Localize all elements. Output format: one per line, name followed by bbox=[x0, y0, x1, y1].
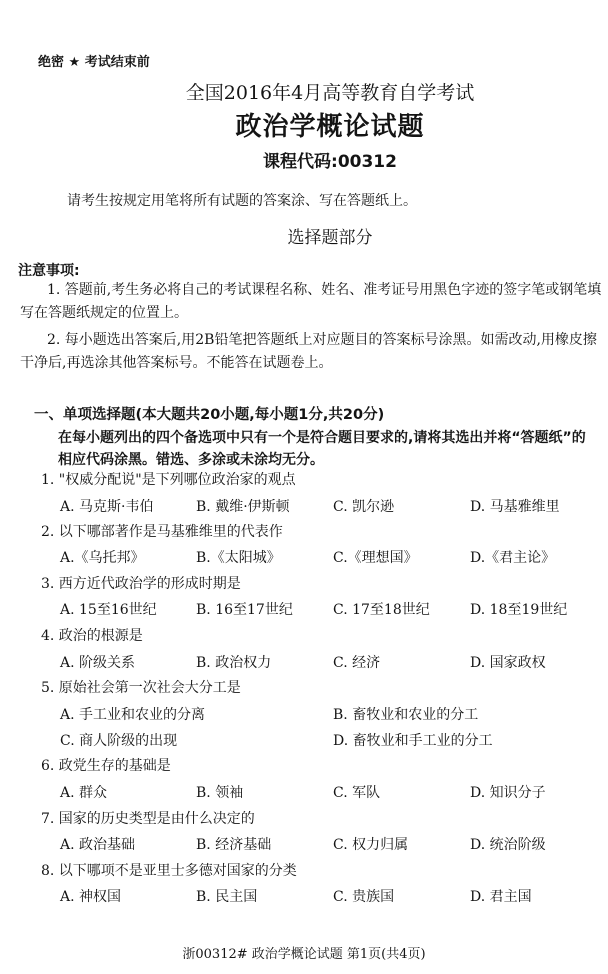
confidential-label: 绝密 ★ 考试结束前 bbox=[38, 55, 150, 70]
question-option: D. 18至19世纪 bbox=[470, 602, 568, 618]
question-option: A. 马克斯·韦伯 bbox=[60, 499, 154, 515]
exam-title: 全国2016年4月高等教育自学考试 bbox=[185, 82, 475, 104]
page-footer: 浙00312# 政治学概论试题 第1页(共4页) bbox=[182, 947, 426, 962]
notes-heading: 注意事项: bbox=[18, 263, 80, 279]
question-option: C.《理想国》 bbox=[333, 550, 418, 566]
question-option: A. 15至16世纪 bbox=[60, 602, 157, 618]
section-heading: 选择题部分 bbox=[287, 228, 373, 248]
question-stem: 3. 西方近代政治学的形成时期是 bbox=[41, 576, 241, 592]
question-option: C. 军队 bbox=[333, 785, 381, 801]
question-option: D. 畜牧业和手工业的分工 bbox=[333, 733, 493, 749]
question-stem: 5. 原始社会第一次社会大分工是 bbox=[41, 680, 241, 696]
question-option: B. 畜牧业和农业的分工 bbox=[333, 707, 479, 723]
question-stem: 7. 国家的历史类型是由什么决定的 bbox=[41, 811, 255, 827]
question-stem: 6. 政党生存的基础是 bbox=[41, 758, 171, 774]
question-option: C. 权力归属 bbox=[333, 837, 409, 853]
question-option: C. 凯尔逊 bbox=[333, 499, 395, 515]
part-one-heading: 一、单项选择题(本大题共20小题,每小题1分,共20分) bbox=[34, 407, 385, 423]
course-code: 课程代码:00312 bbox=[263, 152, 397, 172]
question-stem: 2. 以下哪部著作是马基雅维里的代表作 bbox=[41, 524, 283, 540]
note-item: 1. 答题前,考生务必将自己的考试课程名称、姓名、准考证号用黑色字迹的签字笔或钢笔填写在答题纸规定的位置上。 bbox=[20, 282, 602, 321]
question-option: A. 神权国 bbox=[60, 889, 122, 905]
question-option: A. 群众 bbox=[60, 785, 108, 801]
question-option: A. 政治基础 bbox=[60, 837, 136, 853]
subject-title: 政治学概论试题 bbox=[235, 112, 425, 142]
note-item: 2. 每小题选出答案后,用2B铅笔把答题纸上对应题目的答案标号涂黑。如需改动,用橡皮擦干净后,再选涂其他答案标号。不能答在试题卷上。 bbox=[20, 332, 597, 371]
question-option: B. 戴维·伊斯顿 bbox=[196, 499, 290, 515]
part-one-instructions: 在每小题列出的四个备选项中只有一个是符合题目要求的,请将其选出并将“答题纸”的相应代码涂黑。错选、多涂或未涂均无分。 bbox=[58, 430, 586, 468]
question-option: C. 经济 bbox=[333, 655, 381, 671]
question-option: B. 民主国 bbox=[196, 889, 258, 905]
question-option: D. 国家政权 bbox=[470, 655, 546, 671]
question-option: B. 16至17世纪 bbox=[196, 602, 293, 618]
question-stem: 1. "权威分配说"是下列哪位政治家的观点 bbox=[41, 472, 296, 488]
question-option: B. 政治权力 bbox=[196, 655, 272, 671]
question-option: A.《乌托邦》 bbox=[60, 550, 145, 566]
question-option: A. 手工业和农业的分离 bbox=[60, 707, 206, 723]
question-option: D. 马基雅维里 bbox=[470, 499, 560, 515]
question-option: D. 统治阶级 bbox=[470, 837, 546, 853]
question-option: B. 领袖 bbox=[196, 785, 244, 801]
question-option: C. 商人阶级的出现 bbox=[60, 733, 178, 749]
answer-instruction: 请考生按规定用笔将所有试题的答案涂、写在答题纸上。 bbox=[67, 193, 417, 209]
question-option: D. 知识分子 bbox=[470, 785, 546, 801]
question-option: B. 经济基础 bbox=[196, 837, 272, 853]
question-option: D. 君主国 bbox=[470, 889, 532, 905]
question-option: C. 贵族国 bbox=[333, 889, 395, 905]
question-option: D.《君主论》 bbox=[470, 550, 556, 566]
question-option: B.《太阳城》 bbox=[196, 550, 281, 566]
question-option: C. 17至18世纪 bbox=[333, 602, 430, 618]
question-stem: 4. 政治的根源是 bbox=[41, 628, 143, 644]
question-option: A. 阶级关系 bbox=[60, 655, 136, 671]
question-stem: 8. 以下哪项不是亚里士多德对国家的分类 bbox=[41, 863, 297, 879]
